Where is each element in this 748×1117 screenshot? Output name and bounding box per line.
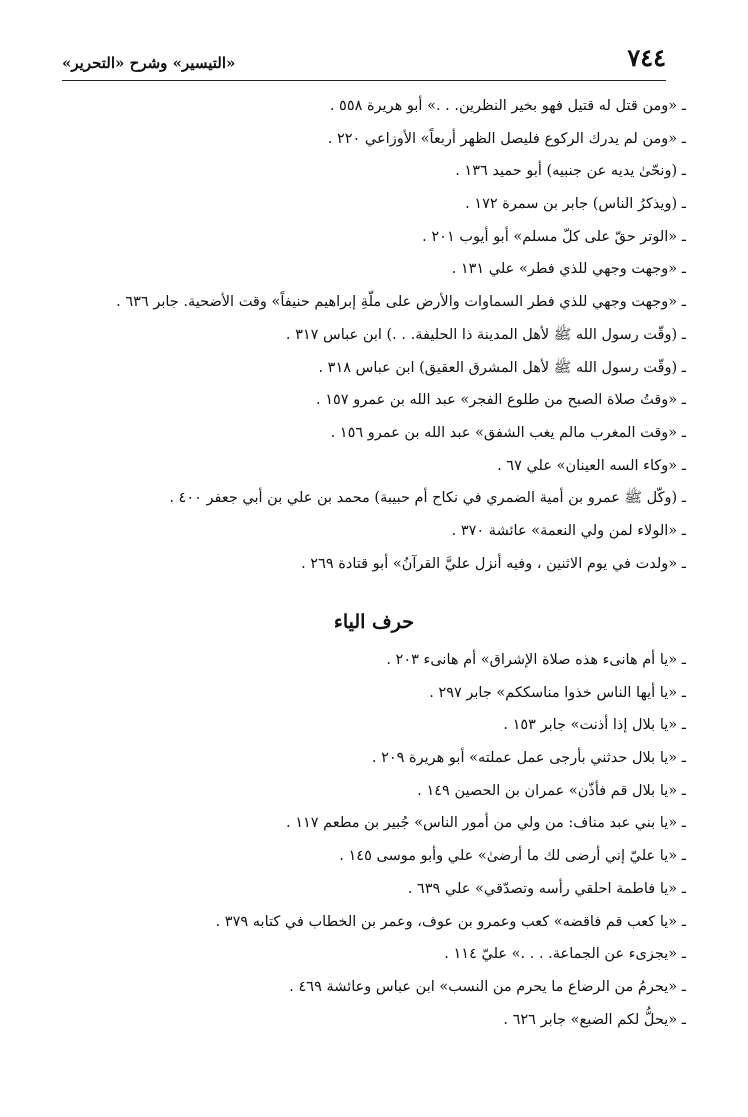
index-entry: ـ «وقت المغرب مالم يغب الشفق» عبد الله بن عمرو ١٥٦ . [330, 424, 686, 441]
index-entry: ـ «وجهت وجهي للذي فطر السماوات والأرض على ملّةِ إبراهيم حنيفاً» وقت الأضحية. جابر ٦٣٦ . [116, 294, 686, 311]
header-divider [62, 80, 666, 81]
index-entry: ـ (ويذكرُ الناس) جابر بن سمرة ١٧٢ . [465, 196, 686, 213]
section-heading: حرف الياء [333, 611, 414, 633]
index-entry: ـ «يحلُّ لكم الضبع» جابر ٦٢٦ . [503, 1011, 686, 1028]
index-entry: ـ «يا أيها الناس خذوا مناسككم» جابر ٢٩٧ . [429, 684, 686, 701]
index-entry: ـ «ولدت في يوم الاثنين ، وفيه أنزل عليَّ القرآنُ» أبو قتادة ٢٦٩ . [301, 555, 686, 572]
index-entry: ـ (وقّت رسول الله ﷺ لأهل المشرق العقيق) ابن عباس ٣١٨ . [318, 359, 686, 376]
index-entry: ـ «يا عليّ إني أرضى لك ما أرضىٰ» علي وأبو موسى ١٤٥ . [339, 848, 686, 865]
index-entry: ـ «الولاء لمن ولي النعمة» عائشة ٣٧٠ . [451, 522, 686, 539]
index-entry: ـ «وكاء السه العينان» علي ٦٧ . [497, 457, 686, 474]
page-header [62, 42, 666, 72]
page-number: ٧٤٤ [627, 43, 666, 72]
index-entry: ـ «ومن لم يدرك الركوع فليصل الظهر أربعاً» الأوزاعي ٢٢٠ . [327, 130, 686, 147]
index-entry: ـ (ونحّىٰ يديه عن جنبيه) أبو حميد ١٣٦ . [455, 163, 686, 180]
index-entries-ya [40, 644, 686, 1036]
index-entry: ـ «يا فاطمة احلقي رأسه وتصدّقي» علي ٦٣٩ . [407, 880, 686, 897]
index-entry: ـ «الوتر حقّ على كلّ مسلم» أبو أيوب ٢٠١ . [422, 228, 686, 245]
index-entry: ـ «يا بني عبد مناف: من ولي من أمور الناس» جُبير بن مطعم ١١٧ . [285, 815, 686, 832]
index-entry: ـ «يا بلال إذا أذنت» جابر ١٥٣ . [503, 717, 686, 734]
index-entry: ـ (وكّل ﷺ عمرو بن أمية الضمري في نكاح أم حبيبة) محمد بن علي بن أبي جعفر ٤٠٠ . [169, 490, 686, 507]
index-entry: ـ (وقّت رسول الله ﷺ لأهل المدينة ذا الحليفة. . .) ابن عباس ٣١٧ . [285, 326, 686, 343]
index-entry: ـ «يا بلال حدثني بأرجى عمل عملته» أبو هريرة ٢٠٩ . [371, 750, 686, 767]
index-entry: ـ «يجزىء عن الجماعة. . . .» عليّ ١١٤ . [444, 946, 686, 963]
index-entry: ـ «يا بلال قم فأذّن» عمران بن الحصين ١٤٩ . [417, 782, 686, 799]
index-entry: ـ «يا أم هانىء هذه صلاة الإشراق» أم هانىء ٢٠٣ . [386, 652, 686, 668]
running-title: «التيسير» وشرح «التحرير» [62, 54, 236, 72]
index-entry: ـ «ومن قتل له قتيل فهو بخير النظرين. . .» أبو هريرة ٥٥٨ . [329, 98, 686, 114]
index-entry: ـ «وجهت وجهي للذي فطر» علي ١٣١ . [451, 261, 686, 278]
index-entry: ـ «وقتُ صلاة الصبح من طلوع الفجر» عبد الله بن عمرو ١٥٧ . [316, 392, 686, 409]
index-entry: ـ «يا كعب قم فاقضه» كعب وعمرو بن عوف، وعمر بن الخطاب في كتابه ٣٧٩ . [215, 913, 686, 930]
index-entry: ـ «يحرمُ من الرضاع ما يحرم من النسب» ابن عباس وعائشة ٤٦٩ . [289, 978, 686, 995]
index-entries-waw [40, 90, 686, 580]
